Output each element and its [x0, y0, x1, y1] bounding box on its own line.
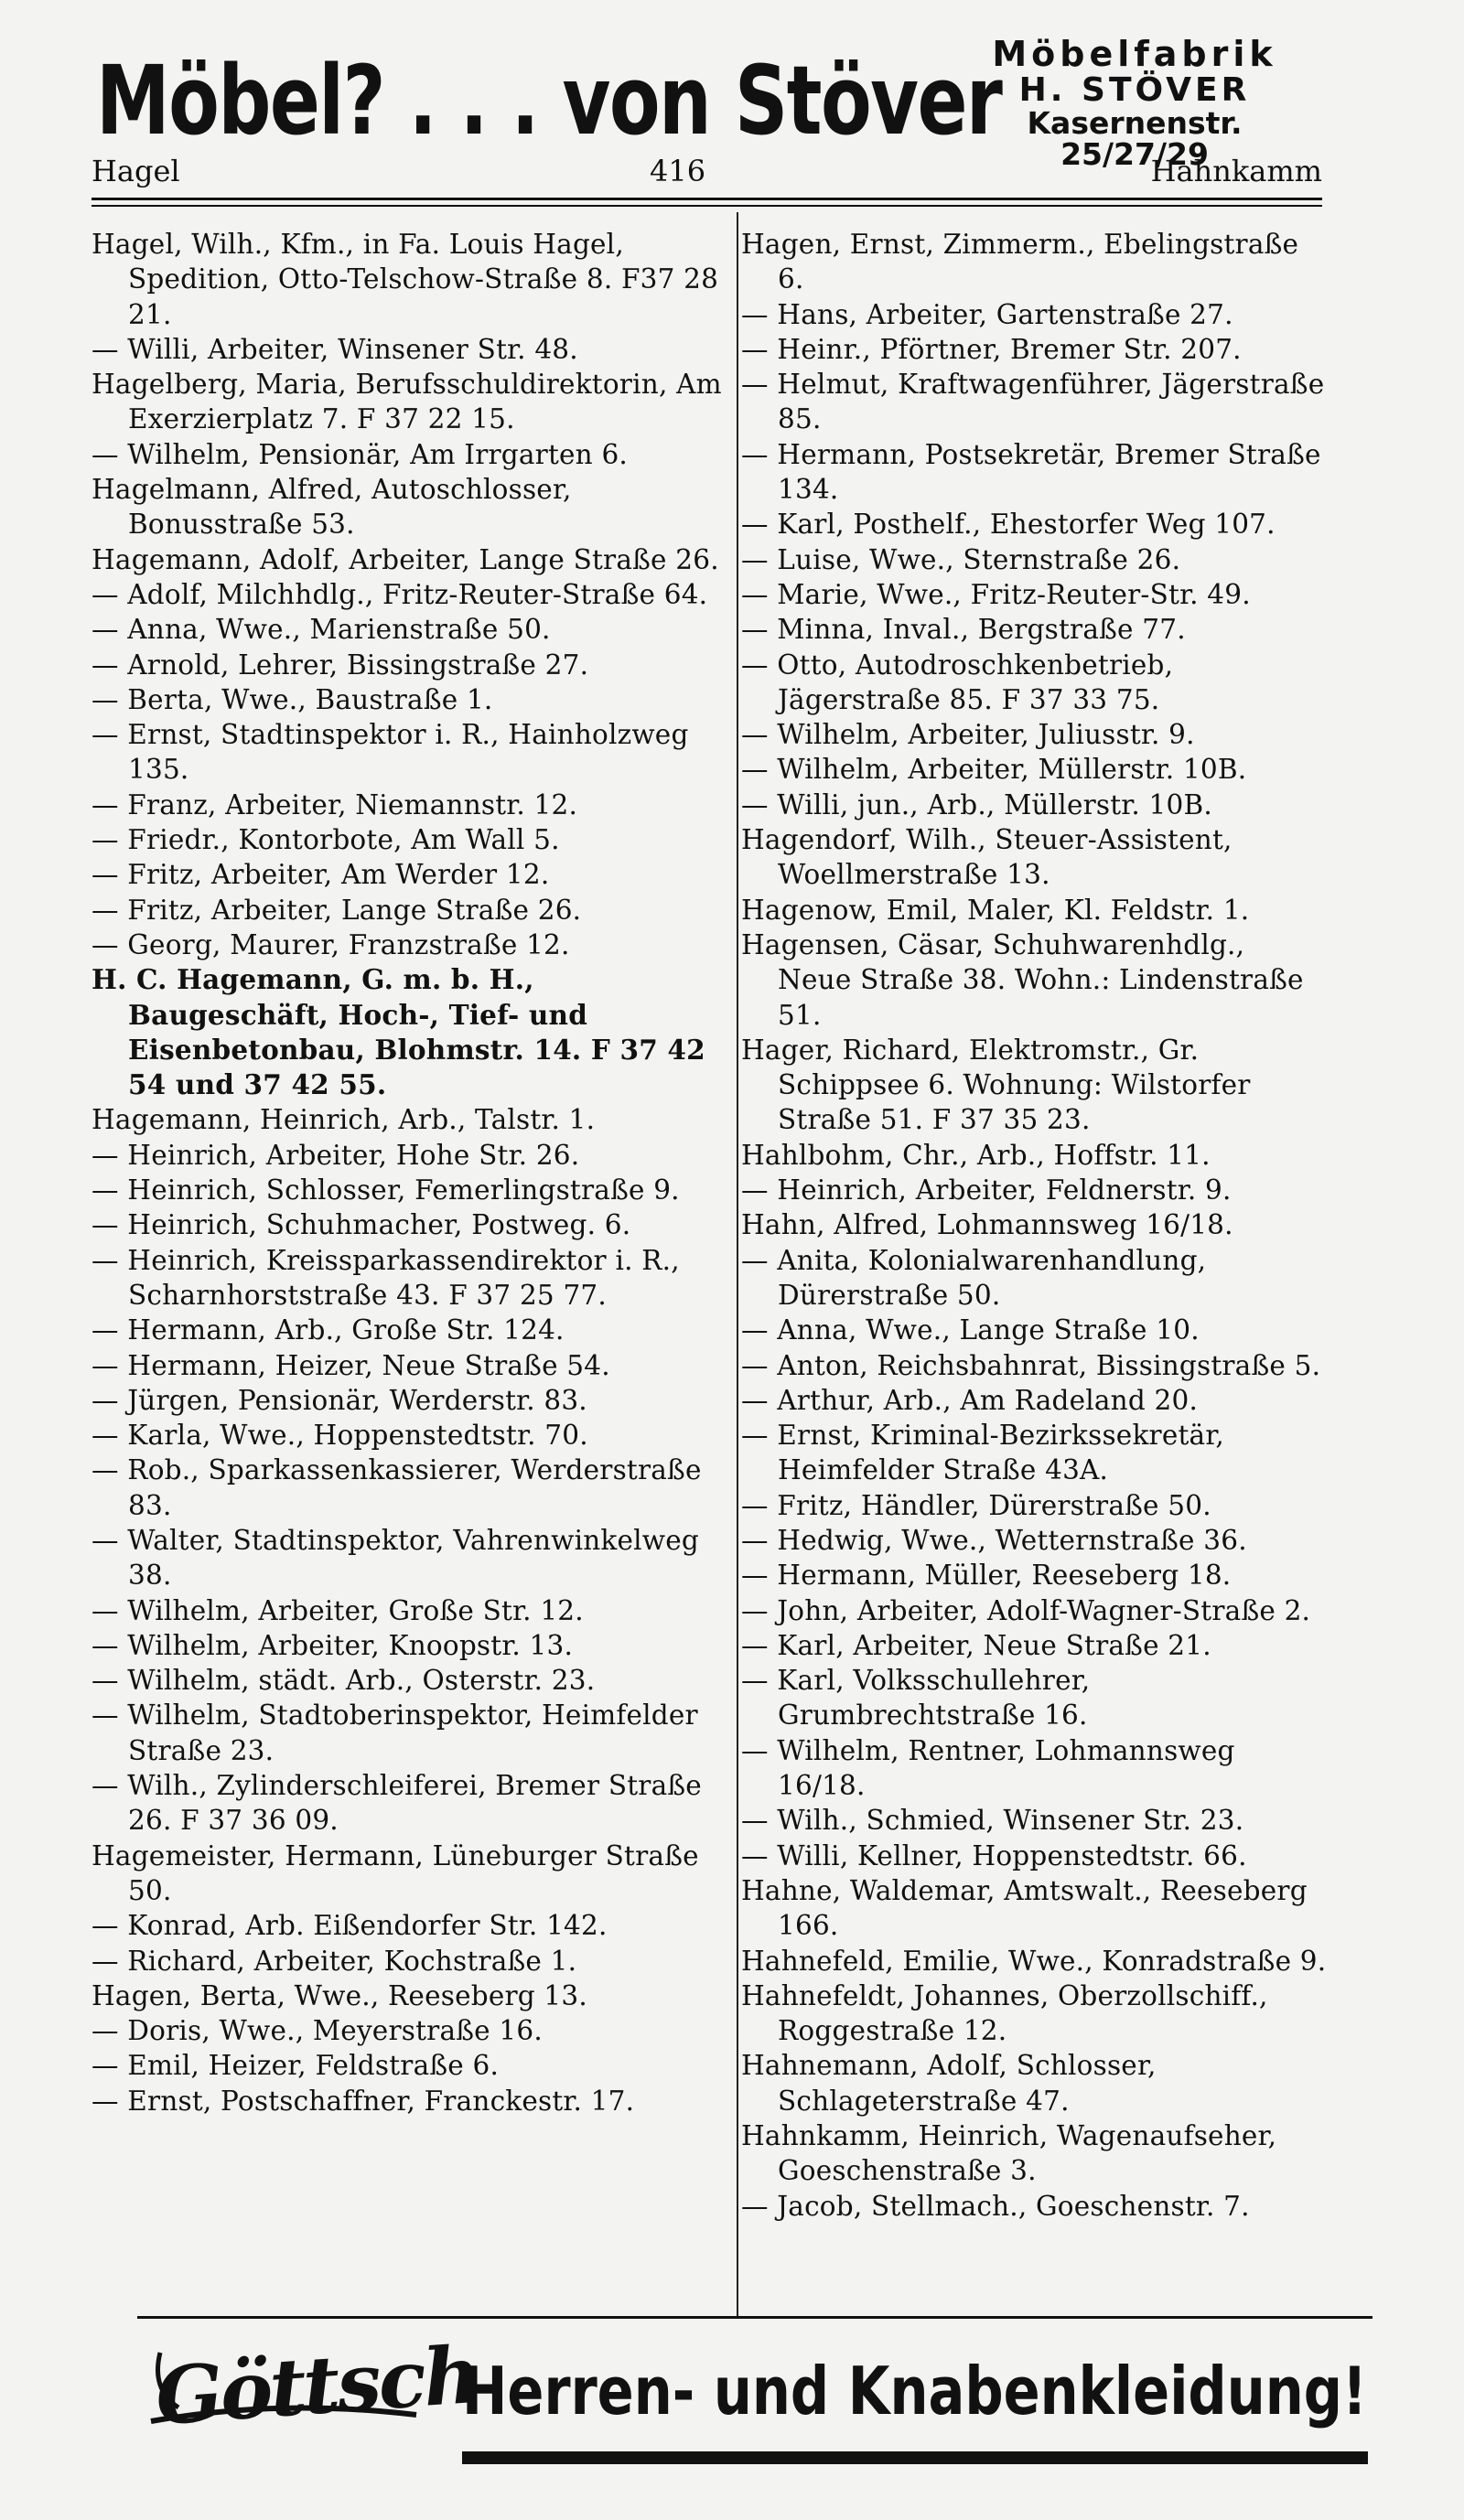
ad-firm-line3: Kasernenstr. 25/27/29	[1027, 104, 1243, 173]
goettsch-logo: Göttsch	[152, 2328, 481, 2444]
directory-entry: — Doris, Wwe., Meyerstraße 16.	[92, 2015, 543, 2047]
directory-entry: — Jürgen, Pensionär, Werderstr. 83.	[92, 1384, 587, 1416]
directory-entry: Hagemann, Heinrich, Arb., Talstr. 1.	[92, 1104, 596, 1136]
directory-entry: — Willi, jun., Arb., Müllerstr. 10B.	[741, 788, 1212, 820]
ad-firm-line2: H. STÖVER	[1018, 70, 1251, 109]
running-head	[92, 154, 1322, 198]
directory-entry: H. C. Hagemann, G. m. b. H., Baugeschäft, Hoch-, Tief- und Eisenbetonbau, Blohmstr. 14. F 37 42 54 und 37 42 55.	[92, 963, 705, 1101]
directory-entry: — Marie, Wwe., Fritz-Reuter-Str. 49.	[741, 578, 1251, 610]
directory-entry: — Fritz, Händler, Dürerstraße 50.	[741, 1489, 1211, 1521]
directory-entry: Hagelberg, Maria, Berufsschuldirektorin, Am Exerzierplatz 7. F 37 22 15.	[92, 369, 722, 435]
footer-rule	[137, 2316, 1372, 2319]
directory-entry: — Heinr., Pförtner, Bremer Str. 207.	[741, 333, 1242, 365]
directory-entry: — Karl, Arbeiter, Neue Straße 21.	[741, 1629, 1211, 1661]
directory-entry: — Hans, Arbeiter, Gartenstraße 27.	[741, 298, 1233, 330]
ad-firm-line1: Möbelfabrik	[992, 34, 1277, 74]
directory-entry: Hagen, Berta, Wwe., Reeseberg 13.	[92, 1979, 587, 2011]
ad-underline-bar	[462, 2451, 1368, 2464]
running-head-last-entry: Hahnkamm	[1150, 154, 1322, 188]
directory-entry: — Karl, Posthelf., Ehestorfer Weg 107.	[741, 509, 1276, 541]
directory-entry: — Anita, Kolonialwarenhandlung, Dürerstraße 50.	[741, 1244, 1207, 1311]
directory-entry: Hagel, Wilh., Kfm., in Fa. Louis Hagel, Spedition, Otto-Telschow-Straße 8. F37 28 21.	[92, 229, 719, 330]
directory-entry: — Ernst, Postschaffner, Franckestr. 17.	[92, 2085, 635, 2117]
directory-entry: — Wilhelm, Stadtoberinspektor, Heimfelder Straße 23.	[92, 1700, 698, 1766]
directory-entry: — Minna, Inval., Bergstraße 77.	[741, 614, 1186, 646]
running-head-first-entry: Hagel	[92, 154, 180, 188]
directory-entry: Hahne, Waldemar, Amtswalt., Reeseberg 166.	[741, 1874, 1308, 1942]
directory-entry: — Arthur, Arb., Am Radeland 20.	[741, 1384, 1199, 1416]
directory-entry: Hahnefeldt, Johannes, Oberzollschiff., Roggestraße 12.	[741, 1979, 1268, 2047]
directory-entry: — Adolf, Milchhdlg., Fritz-Reuter-Straße 64.	[92, 578, 708, 610]
directory-entry: — Karla, Wwe., Hoppenstedtstr. 70.	[92, 1420, 588, 1452]
directory-entry: — Wilhelm, städt. Arb., Osterstr. 23.	[92, 1665, 596, 1697]
directory-entry: — Friedr., Kontorbote, Am Wall 5.	[92, 824, 560, 856]
directory-entry: Hagemann, Adolf, Arbeiter, Lange Straße 26.	[92, 543, 719, 575]
directory-entry: Hagen, Ernst, Zimmerm., Ebelingstraße 6.	[741, 229, 1299, 295]
directory-entry: Hahnemann, Adolf, Schlosser, Schlageterstraße 47.	[741, 2050, 1157, 2117]
directory-entry: — Wilh., Zylinderschleiferei, Bremer Straße 26. F 37 36 09.	[92, 1770, 702, 1837]
directory-entry: — Anna, Wwe., Marienstraße 50.	[92, 614, 551, 646]
directory-entry: — Otto, Autodroschkenbetrieb, Jägerstraße 85. F 37 33 75.	[741, 649, 1174, 715]
directory-entry: — Georg, Maurer, Franzstraße 12.	[92, 928, 570, 960]
directory-entry: — Fritz, Arbeiter, Lange Straße 26.	[92, 894, 582, 926]
right-column	[741, 227, 1327, 2224]
directory-entry: — Jacob, Stellmach., Goeschenstr. 7.	[741, 2190, 1250, 2222]
directory-entry: — Berta, Wwe., Baustraße 1.	[92, 683, 493, 715]
directory-entry: — Ernst, Kriminal-Bezirkssekretär, Heimfelder Straße 43A.	[741, 1420, 1224, 1486]
directory-entry: Hagemeister, Hermann, Lüneburger Straße 50.	[92, 1839, 699, 1906]
directory-entry: — Konrad, Arb. Eißendorfer Str. 142.	[92, 1910, 608, 1942]
directory-entry: — Anna, Wwe., Lange Straße 10.	[741, 1314, 1200, 1346]
page-number: 416	[650, 154, 706, 188]
directory-entry: — Heinrich, Kreissparkassendirektor i. R., Scharnhorststraße 43. F 37 25 77.	[92, 1244, 680, 1311]
directory-entry: — Rob., Sparkassenkassierer, Werderstraße 83.	[92, 1454, 702, 1521]
left-column	[92, 227, 732, 2118]
directory-entry: — Franz, Arbeiter, Niemannstr. 12.	[92, 788, 578, 820]
directory-entry: — Heinrich, Arbeiter, Hohe Str. 26.	[92, 1139, 580, 1171]
ad-slogan: Möbel? . . . von Stöver	[96, 45, 1002, 156]
directory-entry: — Willi, Kellner, Hoppenstedtstr. 66.	[741, 1839, 1247, 1871]
directory-entry: — Wilh., Schmied, Winsener Str. 23.	[741, 1805, 1244, 1837]
directory-entry: Hagelmann, Alfred, Autoschlosser, Bonusstraße 53.	[92, 474, 572, 541]
directory-entry: — Anton, Reichsbahnrat, Bissingstraße 5.	[741, 1349, 1321, 1381]
directory-entry: Hahnkamm, Heinrich, Wagenaufseher, Goeschenstraße 3.	[741, 2120, 1277, 2187]
directory-entry: — Wilhelm, Arbeiter, Große Str. 12.	[92, 1594, 584, 1626]
directory-entry: — Karl, Volksschullehrer, Grumbrechtstraße 16.	[741, 1665, 1091, 1732]
directory-entry: — Hermann, Müller, Reeseberg 18.	[741, 1560, 1232, 1592]
directory-entry: — Helmut, Kraftwagenführer, Jägerstraße 85.	[741, 369, 1325, 435]
directory-entry: Hagensen, Cäsar, Schuhwarenhdlg., Neue Straße 38. Wohn.: Lindenstraße 51.	[741, 928, 1304, 1031]
directory-entry: — Hermann, Arb., Große Str. 124.	[92, 1314, 565, 1346]
directory-entry: Hahnefeld, Emilie, Wwe., Konradstraße 9.	[741, 1945, 1327, 1977]
directory-entry: — Walter, Stadtinspektor, Vahrenwinkelweg 38.	[92, 1524, 699, 1592]
ad-clothing-text: Herren- und Knabenkleidung!	[462, 2353, 1367, 2429]
directory-entry: Hager, Richard, Elektromstr., Gr. Schippsee 6. Wohnung: Wilstorfer Straße 51. F 37 35 23.	[741, 1034, 1251, 1136]
directory-entry: — Luise, Wwe., Sternstraße 26.	[741, 543, 1181, 575]
directory-entry: Hahn, Alfred, Lohmannsweg 16/18.	[741, 1209, 1233, 1241]
directory-entry: — Fritz, Arbeiter, Am Werder 12.	[92, 859, 550, 891]
directory-entry: — Heinrich, Schuhmacher, Postweg. 6.	[92, 1209, 631, 1241]
directory-entry: — Wilhelm, Arbeiter, Knoopstr. 13.	[92, 1629, 574, 1661]
directory-entry: — Wilhelm, Rentner, Lohmannsweg 16/18.	[741, 1734, 1235, 1802]
directory-entry: Hagendorf, Wilh., Steuer-Assistent, Woellmerstraße 13.	[741, 824, 1233, 891]
directory-entry: Hahlbohm, Chr., Arb., Hoffstr. 11.	[741, 1139, 1211, 1171]
directory-entry: — Willi, Arbeiter, Winsener Str. 48.	[92, 333, 578, 365]
directory-entry: — Richard, Arbeiter, Kochstraße 1.	[92, 1945, 577, 1977]
header-rule	[92, 198, 1322, 200]
directory-entry: Hagenow, Emil, Maler, Kl. Feldstr. 1.	[741, 894, 1250, 926]
directory-entry: — Wilhelm, Arbeiter, Müllerstr. 10B.	[741, 754, 1247, 786]
directory-entry: — Wilhelm, Arbeiter, Juliusstr. 9.	[741, 719, 1195, 751]
directory-entry: — Hedwig, Wwe., Wetternstraße 36.	[741, 1524, 1247, 1556]
directory-entry: — Hermann, Postsekretär, Bremer Straße 134.	[741, 438, 1321, 506]
directory-entry: — Heinrich, Arbeiter, Feldnerstr. 9.	[741, 1174, 1232, 1206]
directory-entry: — Ernst, Stadtinspektor i. R., Hainholzweg 135.	[92, 719, 689, 786]
directory-entry: — Emil, Heizer, Feldstraße 6.	[92, 2050, 500, 2082]
header-rule-thin	[92, 205, 1322, 207]
directory-entry: — Hermann, Heizer, Neue Straße 54.	[92, 1349, 610, 1381]
directory-entry: — Heinrich, Schlosser, Femerlingstraße 9.	[92, 1174, 680, 1206]
directory-entry: — John, Arbeiter, Adolf-Wagner-Straße 2.	[741, 1594, 1311, 1626]
directory-entry: — Arnold, Lehrer, Bissingstraße 27.	[92, 649, 589, 681]
directory-entry: — Wilhelm, Pensionär, Am Irrgarten 6.	[92, 438, 629, 470]
column-divider	[737, 212, 738, 2316]
